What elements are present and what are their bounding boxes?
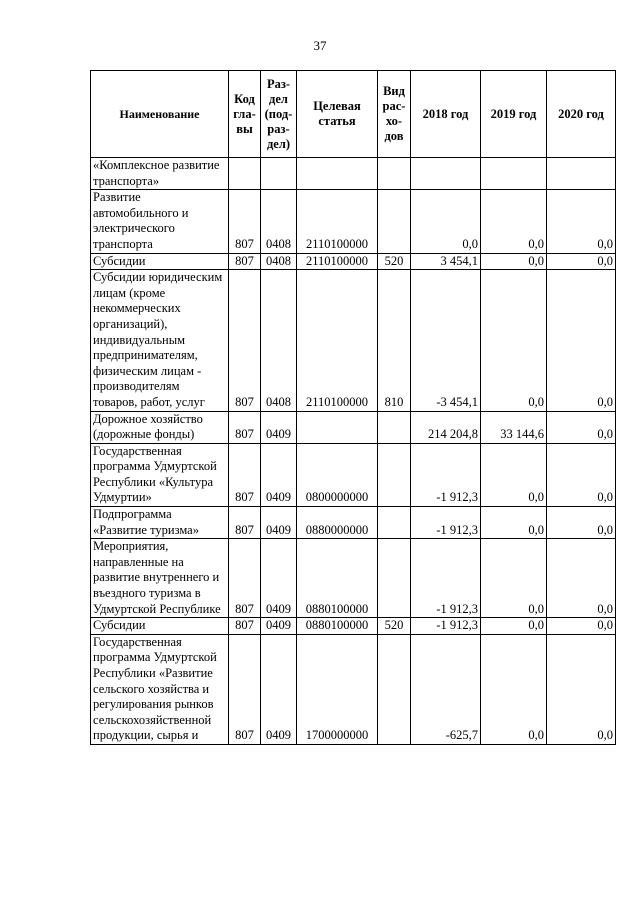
cell-expense-type [378,507,411,539]
table-row [91,634,616,744]
cell-2018: -1 912,3 [411,443,481,506]
cell-target-item [297,411,378,443]
page-number: 37 [313,38,327,53]
cell-expense-type [378,539,411,618]
cell-2019: 0,0 [481,634,547,744]
cell-target-item: 0880000000 [297,507,378,539]
header-target-item: Целевая статья [297,71,378,158]
header-2019: 2019 год [481,71,547,158]
table-header-row [91,71,616,158]
cell-section: 0408 [261,270,297,411]
cell-2018: -1 912,3 [411,618,481,635]
cell-chapter-code: 807 [229,190,261,253]
header-2020: 2020 год [547,71,616,158]
cell-2018: -625,7 [411,634,481,744]
cell-2020 [547,158,616,190]
cell-expense-type: 810 [378,270,411,411]
cell-section: 0408 [261,190,297,253]
cell-name: Развитие автомобильного и электрического транспорта [91,190,229,253]
cell-section: 0409 [261,539,297,618]
table-row [91,443,616,506]
cell-2020: 0,0 [547,618,616,635]
cell-name: Мероприятия, направленные на развитие внутреннего и въездного туризма в Удмуртской Республике [91,539,229,618]
cell-2019: 0,0 [481,443,547,506]
cell-expense-type [378,443,411,506]
cell-target-item: 2110100000 [297,253,378,270]
cell-chapter-code: 807 [229,443,261,506]
table-row [91,618,616,635]
cell-name: Субсидии [91,253,229,270]
cell-2019: 0,0 [481,270,547,411]
cell-expense-type [378,190,411,253]
cell-section [261,158,297,190]
cell-chapter-code: 807 [229,253,261,270]
cell-2019: 0,0 [481,539,547,618]
cell-expense-type [378,158,411,190]
header-section: Раз-дел (под-раз-дел) [261,71,297,158]
cell-name: Дорожное хозяйство (дорожные фонды) [91,411,229,443]
cell-2019: 33 144,6 [481,411,547,443]
table-row [91,190,616,253]
cell-2020: 0,0 [547,443,616,506]
cell-2020: 0,0 [547,190,616,253]
cell-target-item: 1700000000 [297,634,378,744]
header-expense-type: Вид рас-хо-дов [378,71,411,158]
cell-expense-type [378,411,411,443]
table-row [91,539,616,618]
cell-2020: 0,0 [547,411,616,443]
cell-target-item [297,158,378,190]
cell-section: 0409 [261,507,297,539]
header-name: Наименование [91,71,229,158]
cell-name: «Комплексное развитие транспорта» [91,158,229,190]
cell-2019: 0,0 [481,190,547,253]
budget-table [90,70,616,745]
cell-2020: 0,0 [547,253,616,270]
header-chapter-code: Код гла-вы [229,71,261,158]
cell-2019: 0,0 [481,507,547,539]
cell-chapter-code [229,158,261,190]
cell-section: 0408 [261,253,297,270]
cell-2018: -1 912,3 [411,539,481,618]
cell-2020: 0,0 [547,539,616,618]
cell-2018: 214 204,8 [411,411,481,443]
cell-target-item: 0880100000 [297,539,378,618]
cell-2018: -1 912,3 [411,507,481,539]
cell-2019: 0,0 [481,618,547,635]
table-row [91,507,616,539]
cell-2019 [481,158,547,190]
cell-2018: 3 454,1 [411,253,481,270]
cell-2020: 0,0 [547,270,616,411]
cell-chapter-code: 807 [229,618,261,635]
table-row [91,270,616,411]
cell-name: Субсидии юридическим лицам (кроме некоммерческих организаций), индивидуальным предпринимателям, физическим лицам - производителям товаров, работ, услуг [91,270,229,411]
cell-2018: -3 454,1 [411,270,481,411]
cell-target-item: 0880100000 [297,618,378,635]
cell-expense-type [378,634,411,744]
cell-chapter-code: 807 [229,539,261,618]
cell-2020: 0,0 [547,507,616,539]
cell-2020: 0,0 [547,634,616,744]
cell-chapter-code: 807 [229,507,261,539]
cell-2018: 0,0 [411,190,481,253]
table-row [91,411,616,443]
header-2018: 2018 год [411,71,481,158]
cell-section: 0409 [261,411,297,443]
cell-expense-type: 520 [378,618,411,635]
cell-name: Государственная программа Удмуртской Республики «Развитие сельского хозяйства и регулирования рынков сельскохозяйственной продукции, сырья и [91,634,229,744]
table-row [91,253,616,270]
cell-section: 0409 [261,634,297,744]
cell-chapter-code: 807 [229,270,261,411]
cell-target-item: 0800000000 [297,443,378,506]
cell-2019: 0,0 [481,253,547,270]
cell-2018 [411,158,481,190]
cell-name: Субсидии [91,618,229,635]
cell-target-item: 2110100000 [297,270,378,411]
cell-section: 0409 [261,618,297,635]
cell-name: Государственная программа Удмуртской Республики «Культура Удмуртии» [91,443,229,506]
cell-expense-type: 520 [378,253,411,270]
cell-chapter-code: 807 [229,634,261,744]
cell-section: 0409 [261,443,297,506]
cell-target-item: 2110100000 [297,190,378,253]
table-row [91,158,616,190]
cell-name: Подпрограмма «Развитие туризма» [91,507,229,539]
cell-chapter-code: 807 [229,411,261,443]
